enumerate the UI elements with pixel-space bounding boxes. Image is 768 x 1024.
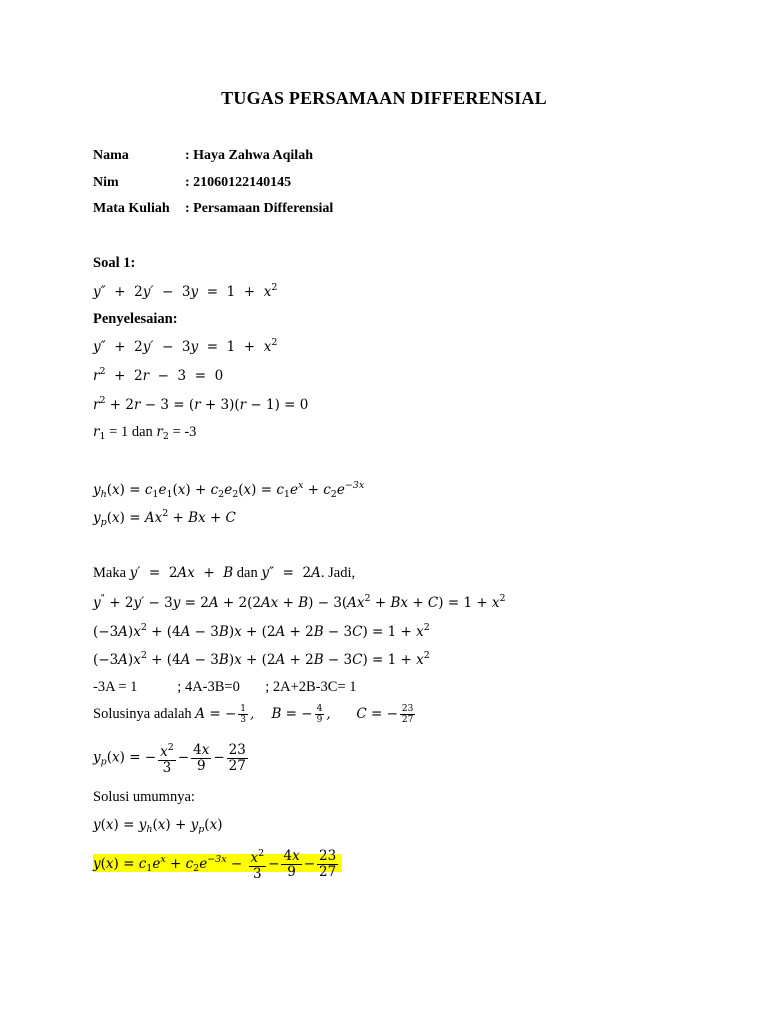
substitution-equation: $y^" + 2y' - 3y = 2A + 2(2Ax + B) - 3(Ax^2 + Bx + C) = 1 + x^2$: [93, 593, 506, 611]
info-row-nim: [93, 175, 291, 191]
characteristic-equation: $r^2 + 2r - 3 = 0$: [93, 366, 224, 384]
dan-text: dan: [233, 565, 262, 581]
problem-equation: $y'' + 2y' - 3y = 1 + x^2$: [93, 282, 278, 300]
roots-text-1: = 1 dan: [105, 424, 157, 440]
soal-label: Soal 1:: [93, 255, 136, 271]
coefficient-equations: -3A = 1 ; 4A-3B=0 ; 2A+2B-3C= 1: [93, 679, 357, 695]
collected-equation-2: $(-3A)x^2 + (4A - 3B)x + (2A + 2B - 3C) = 1 + x^2$: [93, 650, 430, 668]
collected-equation-1: $(-3A)x^2 + (4A - 3B)x + (2A + 2B - 3C) = 1 + x^2$: [93, 622, 430, 640]
homogeneous-solution: $y_h(x) = c_1e_1(x) + c_2e_2(x) = c_1e^x + c_2e^{-3x}$: [93, 480, 365, 500]
nim-label: Nim: [93, 175, 119, 190]
course-value: : Persamaan Differensial: [185, 201, 334, 216]
penyelesaian-label: Penyelesaian:: [93, 311, 178, 327]
info-row-name: [93, 148, 313, 164]
jadi-text: . Jadi,: [320, 565, 356, 581]
particular-solution: $y_p(x)$ = − $\frac{x^2}{3}$ − $\frac{4x}{9}$ − $\frac{23}{27}$: [93, 741, 246, 776]
solusi-umum-label: Solusi umumnya:: [93, 789, 195, 805]
roots-line: $r_1 = 1$ dan $r_2 = -3$: [93, 424, 197, 442]
name-value: : Haya Zahwa Aqilah: [185, 148, 313, 163]
roots-text-2: = -3: [168, 424, 197, 440]
document-title: TUGAS PERSAMAAN DIFFERENSIAL: [221, 88, 547, 108]
factored-equation: $r^2 + 2r - 3 = (r + 3)(r - 1) = 0$: [93, 395, 309, 413]
final-solution-highlight: $y(x) = c_1e^x + c_2e^{-3x}$ − $\frac{x^2}{3}$ − $\frac{4x}{9}$ − $\frac{23}{27}$: [93, 854, 342, 872]
maka-text: Maka: [93, 565, 130, 581]
nim-value: : 21060122140145: [185, 175, 292, 190]
particular-guess: $y_p(x) = Ax^2 + Bx + C$: [93, 508, 236, 528]
equation-restated: $y'' + 2y' - 3y = 1 + x^2$: [93, 337, 278, 355]
solution-values: Solusinya adalah A = − $\frac{1}{3}$ , B = − $\frac{4}{9}$ , C = − $\frac{23}{27}$: [93, 704, 414, 725]
final-solution: [93, 846, 342, 882]
course-label: Mata Kuliah: [93, 201, 170, 216]
derivative-line: Maka y′ = 2Ax + B dan y″ = 2A. Jadi,: [93, 565, 356, 581]
name-label: Nama: [93, 148, 129, 163]
info-row-course: [93, 201, 333, 217]
solusi-text: Solusinya adalah: [93, 706, 196, 722]
general-solution-form: $y(x) = y_h(x) + y_p(x)$: [93, 817, 223, 835]
